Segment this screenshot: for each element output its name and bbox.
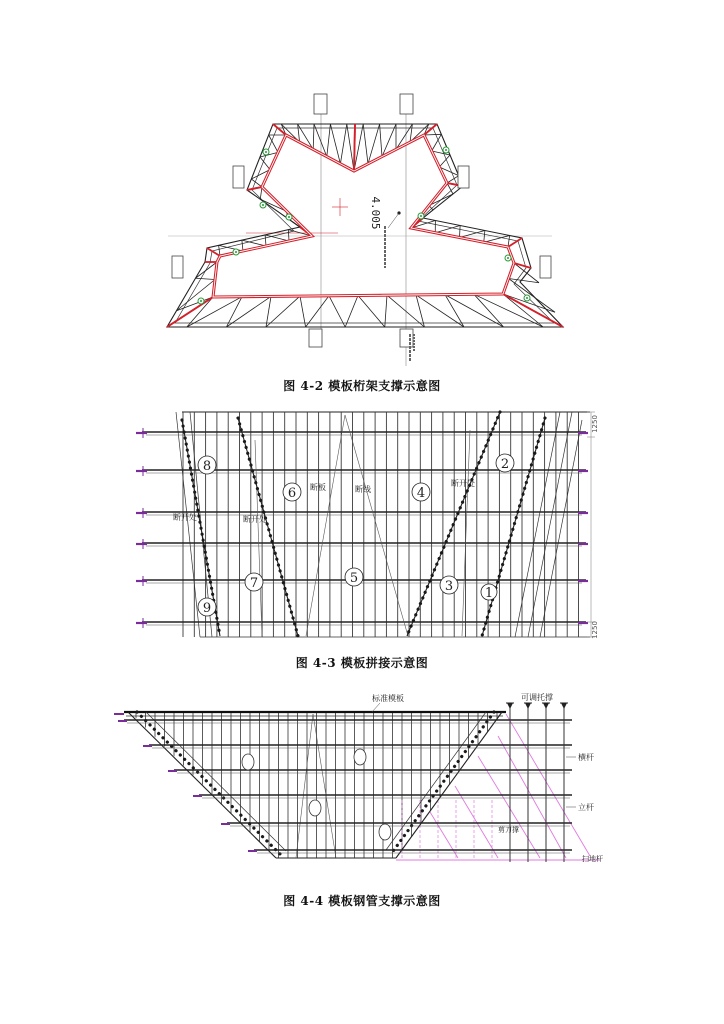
truss-diagonal xyxy=(385,295,387,327)
truss-diagonal xyxy=(196,278,216,279)
brace-line xyxy=(345,415,408,636)
scissor-brace xyxy=(455,786,498,858)
truss-diagonal xyxy=(260,157,270,170)
node-marker-dot xyxy=(445,149,447,151)
panel-number: 8 xyxy=(202,459,212,474)
adjustable-support-label: 可调托撑 xyxy=(521,693,553,702)
break-line xyxy=(482,418,545,636)
right-slope-lines xyxy=(515,412,582,637)
support-block xyxy=(233,166,244,188)
panel-number-4 xyxy=(412,483,430,501)
figure-caption-4-2: 图 4-2 模板桁架支撑示意图 xyxy=(283,379,441,393)
inner-chord-gap xyxy=(213,135,514,297)
inner-chord-outline xyxy=(213,135,514,297)
support-block xyxy=(314,94,327,114)
truss-diagonal xyxy=(445,295,504,327)
support-block xyxy=(400,94,413,114)
panel-number-8 xyxy=(198,456,216,474)
truss-diagonal xyxy=(460,226,461,238)
truss-diagonal xyxy=(251,179,262,187)
truss-diagonal xyxy=(424,134,441,135)
break-right-label: 断开处 xyxy=(451,479,475,488)
slope-line xyxy=(176,412,200,637)
truss-diagonal xyxy=(327,124,331,157)
truss-end-post xyxy=(167,297,213,327)
truss-end-post xyxy=(247,187,262,190)
support-block xyxy=(458,166,469,188)
break-line-dots xyxy=(407,412,500,636)
break-line xyxy=(238,418,298,636)
truss-diagonal xyxy=(177,280,216,311)
truss-diagonal xyxy=(509,279,556,313)
steel-pipe-support-diagram xyxy=(105,688,615,883)
scissor-braces xyxy=(396,714,600,860)
truss-diagonal xyxy=(340,124,346,164)
scissor-brace xyxy=(498,736,566,858)
brace-line xyxy=(306,415,345,636)
brace-line xyxy=(462,430,470,636)
truss-diagonal xyxy=(288,230,289,241)
break-line-label: 断线 xyxy=(355,485,371,494)
scissor-brace xyxy=(478,756,540,858)
panel-number: 6 xyxy=(287,486,297,501)
figure-caption-4-4: 图 4-4 模板钢管支撑示意图 xyxy=(283,894,441,908)
node-marker-dot xyxy=(265,151,267,153)
truss-diagonal xyxy=(380,124,382,157)
truss-diagonal xyxy=(329,296,345,327)
truss-diagonal xyxy=(242,240,243,251)
horizontal-bar-label: 横杆 xyxy=(578,753,594,762)
panel-number: 4 xyxy=(416,486,426,501)
panel-number: 5 xyxy=(349,571,359,586)
scissor-brace-label: 剪刀撑 xyxy=(498,826,519,834)
truss-diagonal xyxy=(474,294,504,327)
support-block xyxy=(540,256,551,278)
panel-number-5 xyxy=(345,568,363,586)
support-block xyxy=(309,329,322,347)
standard-form-label: 标准模板 xyxy=(372,694,404,703)
truss-diagonal xyxy=(306,296,329,327)
leader-line xyxy=(388,213,399,228)
cross-braces xyxy=(255,415,470,636)
node-marker-dot xyxy=(420,215,422,217)
leader-line xyxy=(372,703,380,712)
truss-diagonal xyxy=(266,296,300,327)
support-jack-icon xyxy=(525,703,531,709)
vertical-poles xyxy=(506,703,568,862)
panel-number-7 xyxy=(245,573,263,591)
panel-number-1 xyxy=(481,584,497,601)
node-markers xyxy=(198,147,530,304)
truss-diagonal xyxy=(345,296,358,328)
slope-line xyxy=(128,712,276,858)
truss-diagonal xyxy=(300,296,306,327)
node-marker-dot xyxy=(235,251,237,253)
slope-line xyxy=(528,412,572,637)
node-marker-dot xyxy=(507,257,509,259)
vertical-pole-label: 立杆 xyxy=(578,803,594,812)
break-board-label: 断板 xyxy=(310,483,326,492)
truss-diagonal xyxy=(363,124,368,164)
elevation-label: 4.005 xyxy=(369,196,382,230)
truss-diagonal xyxy=(347,124,354,171)
scissor-brace xyxy=(430,812,458,858)
panel-number: 3 xyxy=(444,579,454,594)
panel-number-3 xyxy=(440,576,458,594)
dimension-bottom: 1250 xyxy=(591,621,599,639)
node-marker-dot xyxy=(262,204,264,206)
panel-number: 9 xyxy=(202,601,212,616)
dimension-top: 1250 xyxy=(591,415,599,433)
truss-diagonal xyxy=(484,231,485,243)
figure-caption-4-3: 图 4-3 模板拼接示意图 xyxy=(295,656,429,670)
support-jack-icon xyxy=(507,703,513,709)
slope-line xyxy=(540,420,582,637)
panel-number-2 xyxy=(496,454,514,472)
break-left-outer-label: 断开处 xyxy=(173,513,197,522)
truss-support-diagram xyxy=(160,88,570,368)
formwork-splice-diagram xyxy=(130,405,605,645)
panel-mark xyxy=(354,749,366,765)
scissor-brace xyxy=(506,714,590,856)
panel-number-6 xyxy=(283,483,301,501)
panel-number: 7 xyxy=(249,576,259,591)
support-jack-icon xyxy=(561,703,567,709)
panel-mark xyxy=(379,824,391,840)
left-slope xyxy=(128,712,286,858)
panel-seams xyxy=(183,412,579,637)
split-line xyxy=(296,714,313,858)
truss-diagonal xyxy=(358,296,385,328)
node-marker-dot xyxy=(200,300,202,302)
panel-number: 1 xyxy=(484,586,494,601)
panel-mark xyxy=(309,800,321,816)
support-block xyxy=(172,256,183,278)
node-marker-dot xyxy=(526,297,528,299)
slope-line xyxy=(146,712,286,851)
panel-mark xyxy=(242,754,254,770)
slope-line xyxy=(386,712,486,850)
panel-number-9 xyxy=(198,598,216,616)
truss-end-post xyxy=(354,124,355,171)
dimension-line xyxy=(587,412,595,637)
truss-diagonal xyxy=(196,262,218,278)
support-block xyxy=(400,329,413,347)
break-left-inner-label: 断开处 xyxy=(243,515,267,524)
node-marker-dot xyxy=(288,216,290,218)
truss-diagonal xyxy=(266,296,271,327)
truss-diagonal xyxy=(226,296,271,327)
support-jack-icon xyxy=(543,703,549,709)
sweeping-bar-label: 扫地杆 xyxy=(582,855,603,863)
truss-diagonal xyxy=(447,176,459,183)
truss-diagonal xyxy=(265,235,266,246)
panel-number: 2 xyxy=(500,457,510,472)
center-split-lines xyxy=(296,714,336,858)
